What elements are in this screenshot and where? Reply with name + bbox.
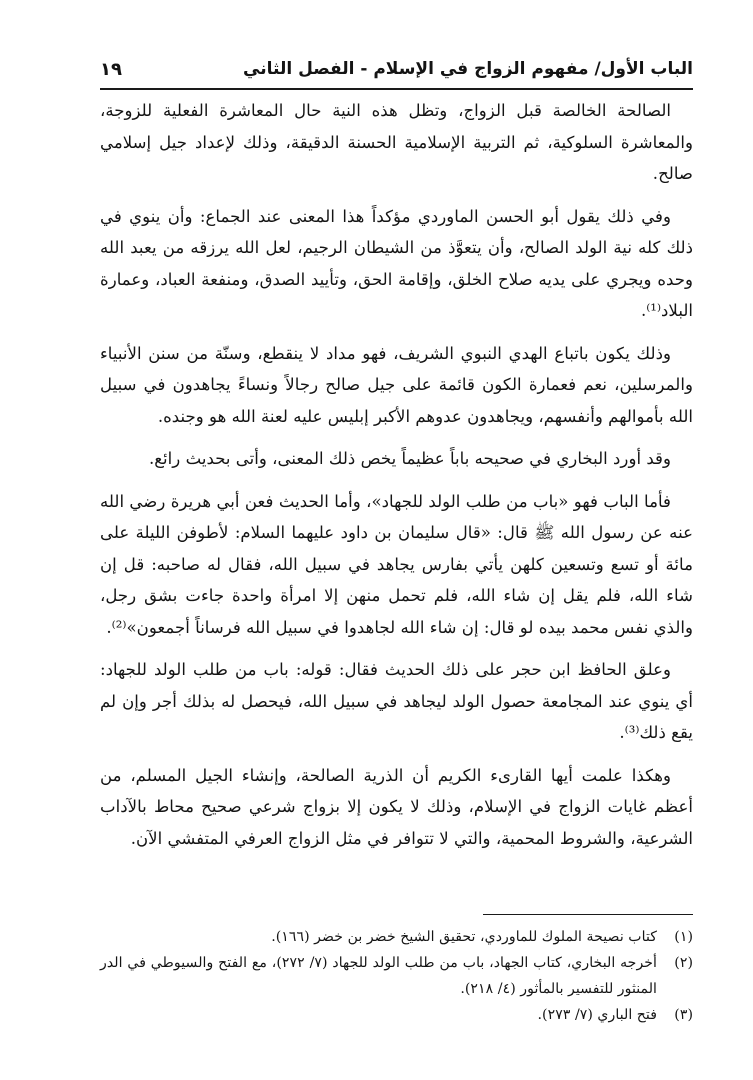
footnote-item — [100, 950, 693, 1002]
page-number: ١٩ — [100, 59, 122, 80]
footnote-divider — [483, 914, 693, 915]
paragraph: فأما الباب فهو «باب من طلب الولد للجهاد»، وأما الحديث فعن أبي هريرة رضي الله عنه عن رسول الله ﷺ قال: «قال سليمان بن داود عليهما السلام: لأطوفن الليلة على مائة أو تسع وتسعين كلهن يأتي بفارس يجاهد في سبيل الله، فقال له صاحبه: قل إن شاء الله، فلم يقل إن شاء الله، فلم تحمل منهن إلا امرأة واحدة جاءت بشق رجل، والذي نفس محمد بيده لو قال: إن شاء الله لجاهدوا في سبيل الله فرساناً أجمعون»⁽²⁾. — [100, 491, 693, 637]
paragraph: وعلق الحافظ ابن حجر على ذلك الحديث فقال: قوله: باب من طلب الولد للجهاد: أي ينوي عند المجامعة حصول الولد ليجاهد في سبيل الله، فيحصل له بذلك أجر وإن لم يقع ذلك⁽³⁾. — [100, 660, 693, 742]
footnote-text: كتاب نصيحة الملوك للماوردي، تحقيق الشيخ خضر بن خضر (١٦٦). — [271, 929, 657, 945]
footnote-item — [100, 924, 693, 950]
footnote-number: (٣) — [674, 1007, 693, 1023]
body-text — [100, 95, 693, 865]
header-divider — [100, 88, 693, 90]
footnote-text: أخرجه البخاري، كتاب الجهاد، باب من طلب الولد للجهاد (٧/ ٢٧٢)، مع الفتح والسيوطي في الدر المنثور للتفسير بالمأثور (٤/ ٢١٨). — [100, 955, 657, 997]
running-header — [100, 55, 693, 89]
paragraph: وقد أورد البخاري في صحيحه باباً عظيماً يخص ذلك المعنى، وأتى بحديث رائع. — [148, 449, 671, 468]
paragraph: وذلك يكون باتباع الهدي النبوي الشريف، فهو مداد لا ينقطع، وسنّة من سنن الأنبياء والمرسلين، نعم فعمارة الكون قائمة على جيل صالح رجالاً ونساءً يجاهدون في سبيل الله بأموالهم وأنفسهم، ويجاهدون عدوهم الأكبر إبليس عليه لعنة الله هو وجنده. — [100, 343, 693, 426]
paragraph: الصالحة الخالصة قبل الزواج، وتظل هذه النية حال المعاشرة الفعلية للزوجة، والمعاشرة السلوكية، ثم التربية الإسلامية الحسنة الدقيقة، وذلك لإعداد جيل إسلامي صالح. — [100, 101, 693, 183]
footnotes — [100, 924, 693, 1028]
chapter-title: الباب الأول/ مفهوم الزواج في الإسلام - الفصل الثاني — [243, 59, 693, 79]
footnote-number: (٢) — [674, 955, 693, 971]
footnote-item — [100, 1002, 693, 1028]
paragraph: وهكذا علمت أيها القارىء الكريم أن الذرية الصالحة، وإنشاء الجيل المسلم، من أعظم غايات الزواج في الإسلام، وذلك لا يكون إلا بزواج شرعي صحيح محاط بالآداب الشرعية، والشروط المحمية، والتي لا تتوافر في مثل الزواج العرفي المتفشي الآن. — [100, 765, 693, 848]
footnote-text: فتح الباري (٧/ ٢٧٣). — [537, 1007, 657, 1023]
paragraph: وفي ذلك يقول أبو الحسن الماوردي مؤكداً هذا المعنى عند الجماع: وأن ينوي في ذلك كله نية الولد الصالح، وأن يتعوَّذ من الشيطان الرجيم، لعل الله يرزقه من يعبد الله وحده ويجري على يديه صلاح الخلق، وإقامة الحق، وتأييد الصدق، ومنفعة العباد، وعمارة البلاد⁽¹⁾. — [100, 206, 693, 320]
footnote-number: (١) — [674, 929, 693, 945]
